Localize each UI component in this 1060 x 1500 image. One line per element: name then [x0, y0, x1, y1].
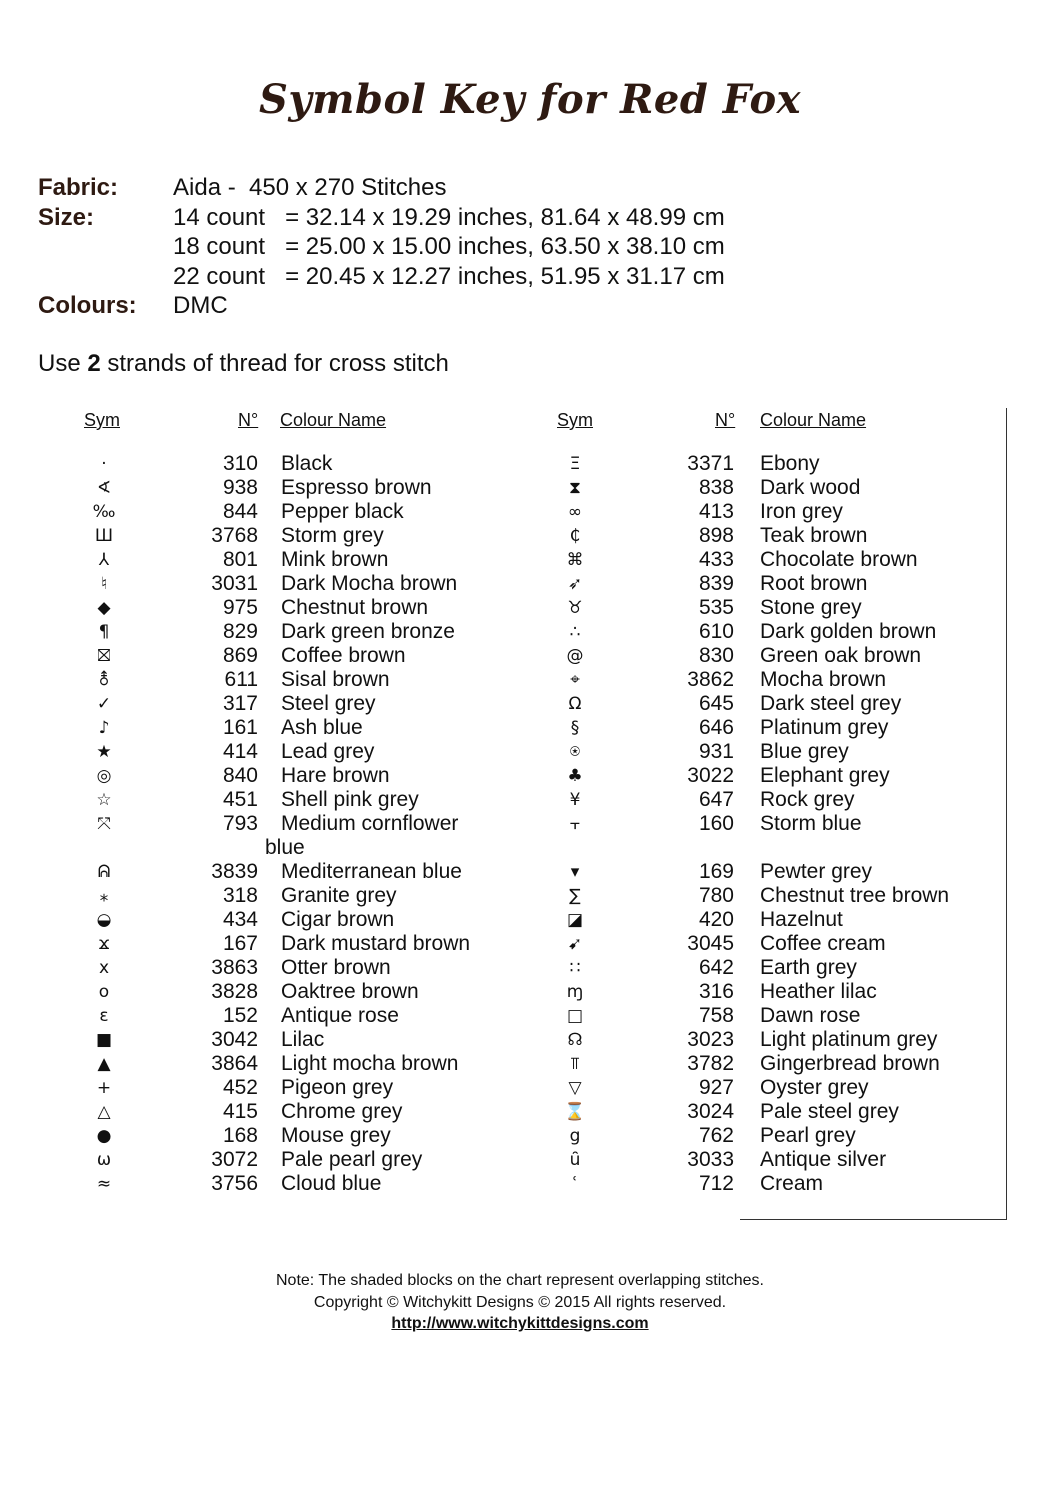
stitch-symbol: ◎ [96, 766, 112, 786]
dmc-number: 762 [698, 1124, 734, 1147]
stitch-symbol: □ [566, 1006, 584, 1026]
dmc-number: 414 [222, 740, 258, 763]
stitch-symbol: ∢ [96, 478, 112, 498]
colour-name: Earth grey [760, 956, 857, 979]
dmc-number: 869 [222, 644, 258, 667]
colour-name: Mouse grey [281, 1124, 391, 1147]
colour-name: Shell pink grey [281, 788, 419, 811]
stitch-symbol: ⌛ [564, 1102, 586, 1122]
stitch-symbol: ¶ [98, 622, 110, 642]
strand-count: 2 [87, 350, 101, 377]
colour-name: Teak brown [760, 524, 868, 547]
dmc-number: 3045 [687, 932, 734, 955]
stitch-symbol: ☊ [567, 1030, 583, 1050]
colour-name: Coffee cream [760, 932, 886, 955]
stitch-symbol: x [98, 958, 110, 978]
colour-name: Steel grey [281, 692, 376, 715]
colour-name: Ash blue [281, 716, 363, 739]
colour-name: Lead grey [281, 740, 375, 763]
dmc-number: 840 [222, 764, 258, 787]
dmc-number: 168 [222, 1124, 258, 1147]
stitch-symbol: Ξ [569, 454, 581, 474]
dmc-number: 161 [222, 716, 258, 739]
colour-name: Gingerbread brown [760, 1052, 940, 1075]
stitch-symbol: Ш [94, 526, 114, 546]
dmc-number: 167 [222, 932, 258, 955]
dmc-number: 318 [222, 884, 258, 907]
dmc-number: 535 [698, 596, 734, 619]
colour-name: Otter brown [281, 956, 391, 979]
dmc-number: 610 [698, 620, 734, 643]
colour-name: Antique silver [760, 1148, 887, 1171]
stitch-symbol: ∷ [569, 958, 581, 978]
colour-name: Dark green bronze [281, 620, 455, 643]
colour-name: Ebony [760, 452, 820, 475]
colour-name: Pigeon grey [281, 1076, 394, 1099]
colour-name: Heather lilac [760, 980, 877, 1003]
dmc-number: 433 [698, 548, 734, 571]
colour-name: Oaktree brown [281, 980, 419, 1003]
stitch-symbol: ⌘ [566, 550, 584, 570]
dmc-number: 415 [222, 1100, 258, 1123]
stitch-symbol: ȗ [569, 1150, 581, 1170]
colour-name: Espresso brown [281, 476, 432, 499]
colour-name: Chestnut brown [281, 596, 429, 619]
colour-name: Mocha brown [760, 668, 887, 691]
colour-name: Stone grey [760, 596, 862, 619]
stitch-symbol: · [101, 454, 107, 474]
colour-name: Dark Mocha brown [281, 572, 458, 595]
colour-name: Sisal brown [281, 668, 390, 691]
colour-name: Black [281, 452, 333, 475]
dmc-number: 642 [698, 956, 734, 979]
website-link[interactable]: http://www.witchykittdesigns.com [391, 1315, 649, 1332]
dmc-number: 793 [222, 812, 258, 835]
colour-name: Root brown [760, 572, 868, 595]
colour-name: Dawn rose [760, 1004, 861, 1027]
colour-name: Oyster grey [760, 1076, 869, 1099]
stitch-symbol: ♉ [567, 598, 583, 618]
dmc-number: 420 [698, 908, 734, 931]
stitch-symbol: ɱ [566, 982, 584, 1002]
dmc-number: 434 [222, 908, 258, 931]
dmc-number: 927 [698, 1076, 734, 1099]
colour-name: Pewter grey [760, 860, 873, 883]
dmc-number: 3828 [211, 980, 258, 1003]
stitch-symbol: ➹ [567, 934, 583, 954]
colour-name: Cream [760, 1172, 824, 1195]
stitch-symbol: ◒ [96, 910, 112, 930]
dmc-number: 898 [698, 524, 734, 547]
dmc-number: 3371 [687, 452, 734, 475]
dmc-number: 938 [222, 476, 258, 499]
stitch-symbol: ∴ [569, 622, 581, 642]
stitch-symbol: ⚨ [96, 670, 112, 690]
dmc-number: 611 [224, 668, 258, 691]
page-title: Symbol Key for Red Fox [259, 76, 801, 123]
size-value: 18 count = 25.00 x 15.00 inches, 63.50 x 38.10 cm [173, 233, 725, 260]
colour-name: Medium cornflower [281, 812, 459, 835]
header-num-left: N° [238, 410, 259, 430]
stitch-symbol: ▽ [568, 1078, 582, 1098]
dmc-number: 3862 [687, 668, 734, 691]
stitch-symbol: ₵ [569, 526, 581, 546]
stitch-symbol: ⅄ [98, 550, 110, 570]
footer-copyright: Copyright © Witchykitt Designs © 2015 All rights reserved. [313, 1294, 727, 1311]
dmc-number: 3072 [211, 1148, 258, 1171]
colour-name: Light platinum grey [760, 1028, 938, 1051]
colour-name: Coffee brown [281, 644, 406, 667]
dmc-number: 931 [698, 740, 734, 763]
stitch-symbol: ∞ [567, 502, 583, 522]
colour-name: Chocolate brown [760, 548, 918, 571]
colour-name: Storm grey [281, 524, 384, 547]
colour-name: Hazelnut [760, 908, 843, 931]
stitch-symbol: + [96, 1078, 112, 1098]
stitch-symbol: Ω [568, 694, 582, 714]
footer-link-wrap [0, 1315, 1040, 1333]
stitch-symbol: ⤧ [97, 814, 111, 834]
colour-name: Iron grey [760, 500, 843, 523]
colour-name: Rock grey [760, 788, 855, 811]
stitch-symbol: ʿ [572, 1174, 578, 1194]
colour-name: Dark golden brown [760, 620, 937, 643]
dmc-number: 839 [698, 572, 734, 595]
colour-name: Pearl grey [760, 1124, 856, 1147]
dmc-number: 829 [222, 620, 258, 643]
header-num-right: N° [715, 410, 736, 430]
stitch-symbol: ▲ [97, 1054, 111, 1074]
stitch-symbol: @ [566, 646, 584, 666]
size-value: 14 count = 32.14 x 19.29 inches, 81.64 x 48.99 cm [173, 204, 725, 231]
colour-name: Antique rose [281, 1004, 399, 1027]
dmc-number: 452 [222, 1076, 258, 1099]
colour-name: Mediterranean blue [281, 860, 462, 883]
colour-name: Pale steel grey [760, 1100, 899, 1123]
dmc-number: 3839 [211, 860, 258, 883]
stitch-symbol: ⧗ [569, 478, 581, 498]
dmc-number: 830 [698, 644, 734, 667]
dmc-number: 152 [222, 1004, 258, 1027]
colours-label: Colours: [38, 292, 137, 319]
colour-name: Mink brown [281, 548, 389, 571]
footer-note: Note: The shaded blocks on the chart represent overlapping stitches. [276, 1272, 764, 1289]
stitch-symbol: ɛ [99, 1006, 109, 1026]
colour-name: Blue grey [760, 740, 849, 763]
dmc-number: 646 [698, 716, 734, 739]
dmc-number: 316 [698, 980, 734, 1003]
colour-name: Dark mustard brown [281, 932, 471, 955]
colour-name: Chrome grey [281, 1100, 403, 1123]
stitch-symbol: ≈ [96, 1174, 112, 1194]
stitch-symbol: ✓ [96, 694, 112, 714]
stitch-symbol: ■ [95, 1030, 113, 1050]
dmc-number: 169 [698, 860, 734, 883]
dmc-number: 451 [222, 788, 258, 811]
stitch-symbol: ⛝ [97, 646, 111, 666]
stitch-symbol: ⁎ [99, 886, 109, 906]
stitch-symbol: ⫟ [569, 814, 581, 834]
colour-name: Storm blue [760, 812, 862, 835]
fabric-label: Fabric: [38, 174, 119, 201]
dmc-number: 3756 [211, 1172, 258, 1195]
table-border-bottom [740, 1219, 1007, 1220]
stitch-symbol: ◆ [97, 598, 111, 618]
dmc-number: 3864 [211, 1052, 258, 1075]
header-sym-right: Sym [557, 410, 593, 430]
dmc-number: 3024 [687, 1100, 734, 1123]
header-name-left: Colour Name [280, 410, 387, 430]
colour-name: Chestnut tree brown [760, 884, 950, 907]
size-value: 22 count = 20.45 x 12.27 inches, 51.95 x 31.17 cm [173, 263, 725, 290]
stitch-symbol: ➶ [567, 574, 583, 594]
stitch-symbol: ♪ [98, 718, 110, 738]
dmc-number: 758 [698, 1004, 734, 1027]
colour-name: Light mocha brown [281, 1052, 459, 1075]
stitch-symbol: g [569, 1126, 581, 1146]
colour-name: Dark steel grey [760, 692, 902, 715]
dmc-number: 160 [698, 812, 734, 835]
dmc-number: 3863 [211, 956, 258, 979]
stitch-symbol: ★ [96, 742, 112, 762]
dmc-number: 801 [222, 548, 258, 571]
stitch-symbol: o [98, 982, 110, 1002]
header-name-right: Colour Name [760, 410, 867, 430]
colour-name: Lilac [281, 1028, 325, 1051]
fabric-value: Aida - 450 x 270 Stitches [173, 174, 447, 201]
stitch-symbol: § [570, 718, 580, 738]
stitch-symbol: ‰ [92, 502, 116, 522]
colour-name: Pale pearl grey [281, 1148, 423, 1171]
dmc-number: 3031 [211, 572, 258, 595]
dmc-number: 3782 [687, 1052, 734, 1075]
dmc-number: 3042 [211, 1028, 258, 1051]
colour-name: Granite grey [281, 884, 397, 907]
colour-name: Elephant grey [760, 764, 890, 787]
dmc-number: 844 [222, 500, 258, 523]
dmc-number: 317 [222, 692, 258, 715]
dmc-number: 975 [222, 596, 258, 619]
strands-instruction: Use 2 strands of thread for cross stitch [38, 350, 449, 377]
stitch-symbol: ⫪ [570, 1054, 580, 1074]
colours-value: DMC [173, 292, 228, 319]
stitch-symbol: ω [96, 1150, 112, 1170]
stitch-symbol: ♣ [567, 766, 583, 786]
colour-name-continuation: blue [265, 836, 305, 859]
colour-name: Pepper black [281, 500, 404, 523]
colour-name: Cloud blue [281, 1172, 382, 1195]
stitch-symbol: ● [96, 1126, 112, 1146]
stitch-symbol: △ [97, 1102, 111, 1122]
dmc-number: 3768 [211, 524, 258, 547]
stitch-symbol: ϫ [98, 934, 110, 954]
table-border-right [1006, 408, 1007, 1220]
dmc-number: 645 [698, 692, 734, 715]
stitch-symbol: ◪ [566, 910, 584, 930]
stitch-symbol: ♮ [100, 574, 108, 594]
colour-name: Cigar brown [281, 908, 395, 931]
dmc-number: 3033 [687, 1148, 734, 1171]
dmc-number: 780 [698, 884, 734, 907]
dmc-number: 647 [698, 788, 734, 811]
dmc-number: 838 [698, 476, 734, 499]
stitch-symbol: ᕱ [97, 862, 111, 882]
size-label: Size: [38, 204, 95, 231]
stitch-symbol: ☆ [96, 790, 112, 810]
dmc-number: 3023 [687, 1028, 734, 1051]
dmc-number: 310 [222, 452, 258, 475]
colour-name: Green oak brown [760, 644, 922, 667]
stitch-symbol: ⌖ [570, 670, 580, 690]
colour-name: Platinum grey [760, 716, 889, 739]
colour-name: Dark wood [760, 476, 861, 499]
colour-name: Hare brown [281, 764, 390, 787]
stitch-symbol: ∑ [569, 886, 581, 906]
header-sym-left: Sym [84, 410, 120, 430]
stitch-symbol: ▾ [570, 862, 580, 882]
dmc-number: 413 [698, 500, 734, 523]
dmc-number: 3022 [687, 764, 734, 787]
dmc-number: 712 [698, 1172, 734, 1195]
stitch-symbol: ¥ [569, 790, 581, 810]
stitch-symbol: ⍟ [569, 742, 581, 762]
